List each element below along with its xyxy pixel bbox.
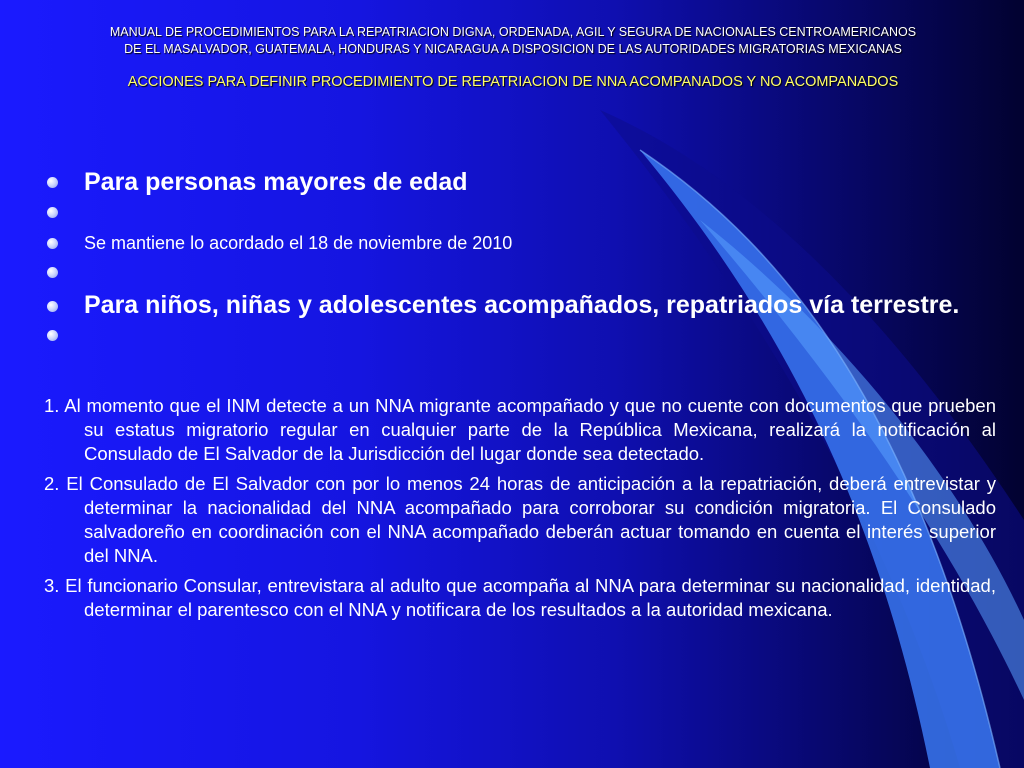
numbered-item-1: 1. Al momento que el INM detecte a un NNA migrante acompañado y que no cuente con documentos que prueben su estatus migratorio regular en cualquier parte de la República Mexicana, realizará la notificación al Consulado de El Salvador de la Jurisdicción del lugar donde sea detectado. xyxy=(44,395,996,464)
bullet-item xyxy=(44,290,996,321)
bullet-dot-icon xyxy=(47,301,58,312)
numbered-list xyxy=(44,394,996,628)
bullet-item xyxy=(44,166,996,198)
bullet-list xyxy=(44,166,996,353)
slide-header xyxy=(100,24,926,91)
numbered-item-2: 2. El Consulado de El Salvador con por lo menos 24 horas de anticipación a la repatriación, deberá entrevistar y determinar la nacionalidad del NNA acompañado para corroborar su condición migratoria. El Consulado salvadoreño en coordinación con el NNA acompañado deberán actuar tomando en cuenta el interés superior del NNA. xyxy=(44,473,996,566)
bullet-dot-icon xyxy=(47,238,58,249)
bullet-dot-icon xyxy=(47,207,58,218)
bullet-item-empty xyxy=(44,198,996,228)
bullet-dot-icon xyxy=(47,330,58,341)
header-title: MANUAL DE PROCEDIMIENTOS PARA LA REPATRIACION DIGNA, ORDENADA, AGIL Y SEGURA DE NACIONALES CENTROAMERICANOS DE EL MASALVADOR, GUATEMALA, HONDURAS Y NICARAGUA A DISPOSICION DE LAS AUTORIDADES MIGRATORIAS MEXICANAS xyxy=(109,25,917,56)
numbered-item-3: 3. El funcionario Consular, entrevistara al adulto que acompaña al NNA para determinar su nacionalidad, identidad, determinar el parentesco con el NNA y notificara de los resultados a la autoridad mexicana. xyxy=(44,575,996,620)
bullet-item xyxy=(44,228,996,258)
bullet-text: Para niños, niñas y adolescentes acompañados, repatriados vía terrestre. xyxy=(84,291,960,319)
bullet-text: Para personas mayores de edad xyxy=(84,168,468,196)
header-subtitle: ACCIONES PARA DEFINIR PROCEDIMIENTO DE REPATRIACION DE NNA ACOMPANADOS Y NO ACOMPANADOS xyxy=(127,74,899,90)
bullet-item-empty xyxy=(44,258,996,288)
bullet-item-empty xyxy=(44,321,996,353)
bullet-dot-icon xyxy=(47,267,58,278)
bullet-text: Se mantiene lo acordado el 18 de noviembre de 2010 xyxy=(84,233,513,253)
bullet-dot-icon xyxy=(47,177,58,188)
